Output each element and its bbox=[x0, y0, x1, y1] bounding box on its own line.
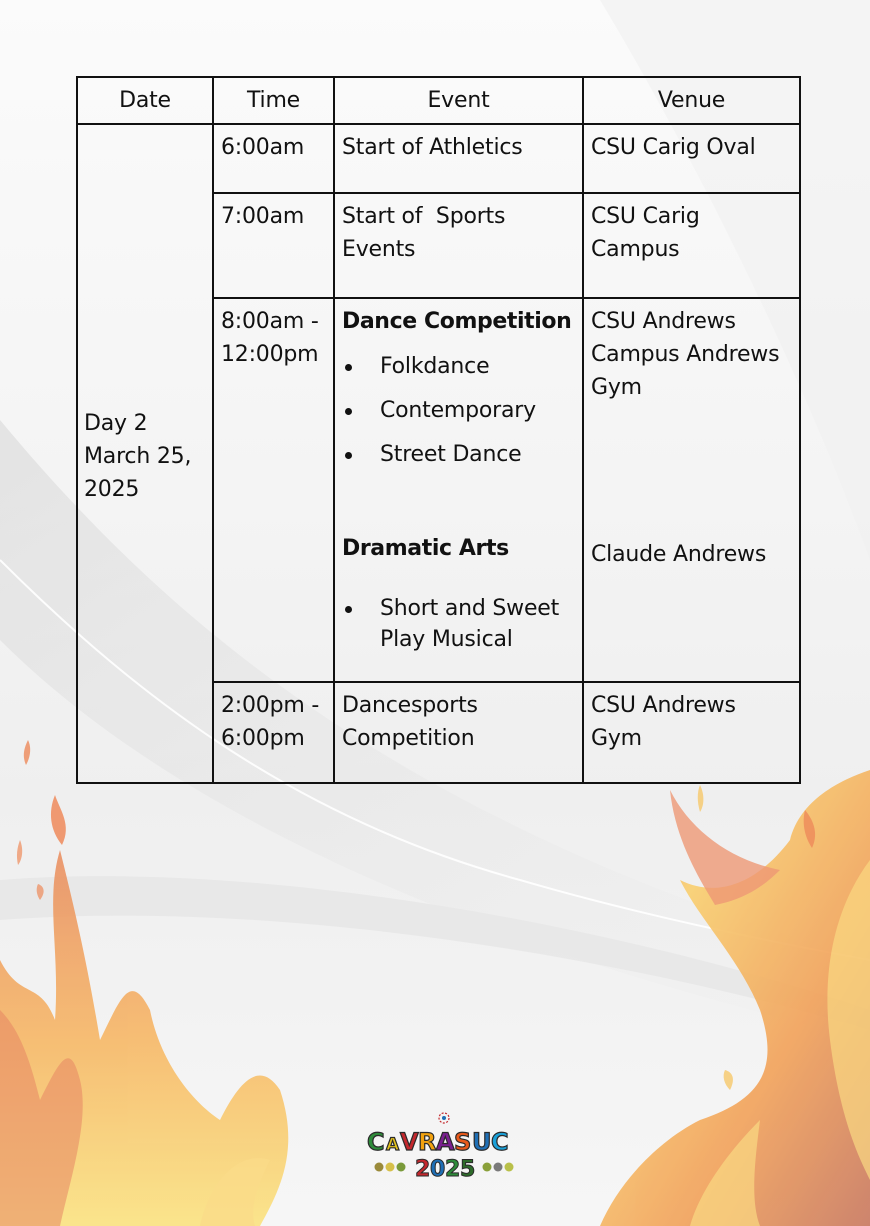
svg-text:R: R bbox=[418, 1128, 437, 1156]
svg-text:5: 5 bbox=[460, 1157, 476, 1182]
spacer bbox=[591, 404, 793, 538]
svg-text:S: S bbox=[454, 1128, 472, 1156]
list-item: Folkdance bbox=[342, 351, 576, 382]
svg-text:U: U bbox=[472, 1128, 492, 1156]
time-cell: 7:00am bbox=[213, 193, 334, 298]
svg-text:V: V bbox=[400, 1128, 419, 1156]
date-month-day: March 25, bbox=[84, 444, 192, 469]
header-date: Date bbox=[77, 77, 213, 124]
svg-text:C: C bbox=[491, 1128, 509, 1156]
event-section-title: Dance Competition bbox=[342, 309, 572, 334]
svg-text:2: 2 bbox=[445, 1157, 461, 1182]
venue-cell: CSU Carig Oval bbox=[583, 124, 800, 193]
time-cell: 6:00am bbox=[213, 124, 334, 193]
ember bbox=[724, 1070, 733, 1090]
ember bbox=[24, 740, 30, 765]
table-row bbox=[77, 124, 800, 193]
ember bbox=[17, 840, 22, 865]
cavrasuc-logo bbox=[365, 1110, 525, 1185]
time-cell: 2:00pm - 6:00pm bbox=[213, 682, 334, 783]
svg-text:C: C bbox=[367, 1128, 385, 1156]
date-cell bbox=[77, 124, 213, 783]
header-time: Time bbox=[213, 77, 334, 124]
svg-text:A: A bbox=[436, 1128, 455, 1156]
venue-cell: CSU Andrews Gym bbox=[583, 682, 800, 783]
event-section-title: Dramatic Arts bbox=[342, 536, 509, 561]
list-item: Street Dance bbox=[342, 439, 576, 470]
event-cell: Start of Athletics bbox=[334, 124, 583, 193]
date-year: 2025 bbox=[84, 477, 140, 502]
list-item: Contemporary bbox=[342, 395, 576, 426]
seal-icons-right bbox=[483, 1163, 514, 1172]
event-item-list bbox=[342, 351, 576, 470]
venue-text: Claude Andrews bbox=[591, 542, 767, 567]
schedule-table bbox=[76, 76, 801, 784]
event-item-list bbox=[342, 593, 576, 655]
event-cell: Dancesports Competition bbox=[334, 682, 583, 783]
event-cell: Start of Sports Events bbox=[334, 193, 583, 298]
star-icon bbox=[439, 1113, 449, 1123]
event-cell bbox=[334, 298, 583, 682]
venue-text: CSU Andrews Campus Andrews Gym bbox=[591, 309, 780, 400]
svg-text:0: 0 bbox=[430, 1157, 446, 1182]
header-event: Event bbox=[334, 77, 583, 124]
venue-cell bbox=[583, 298, 800, 682]
date-day: Day 2 bbox=[84, 411, 148, 436]
ember bbox=[51, 795, 66, 845]
spacer bbox=[342, 470, 576, 532]
header-venue: Venue bbox=[583, 77, 800, 124]
venue-cell: CSU Carig Campus bbox=[583, 193, 800, 298]
svg-text:2: 2 bbox=[415, 1157, 431, 1182]
svg-text:A: A bbox=[386, 1135, 400, 1155]
list-item: Short and Sweet Play Musical bbox=[342, 593, 576, 655]
ember bbox=[698, 785, 704, 812]
time-cell: 8:00am - 12:00pm bbox=[213, 298, 334, 682]
table-header-row bbox=[77, 77, 800, 124]
seal-icons-left bbox=[375, 1163, 406, 1172]
